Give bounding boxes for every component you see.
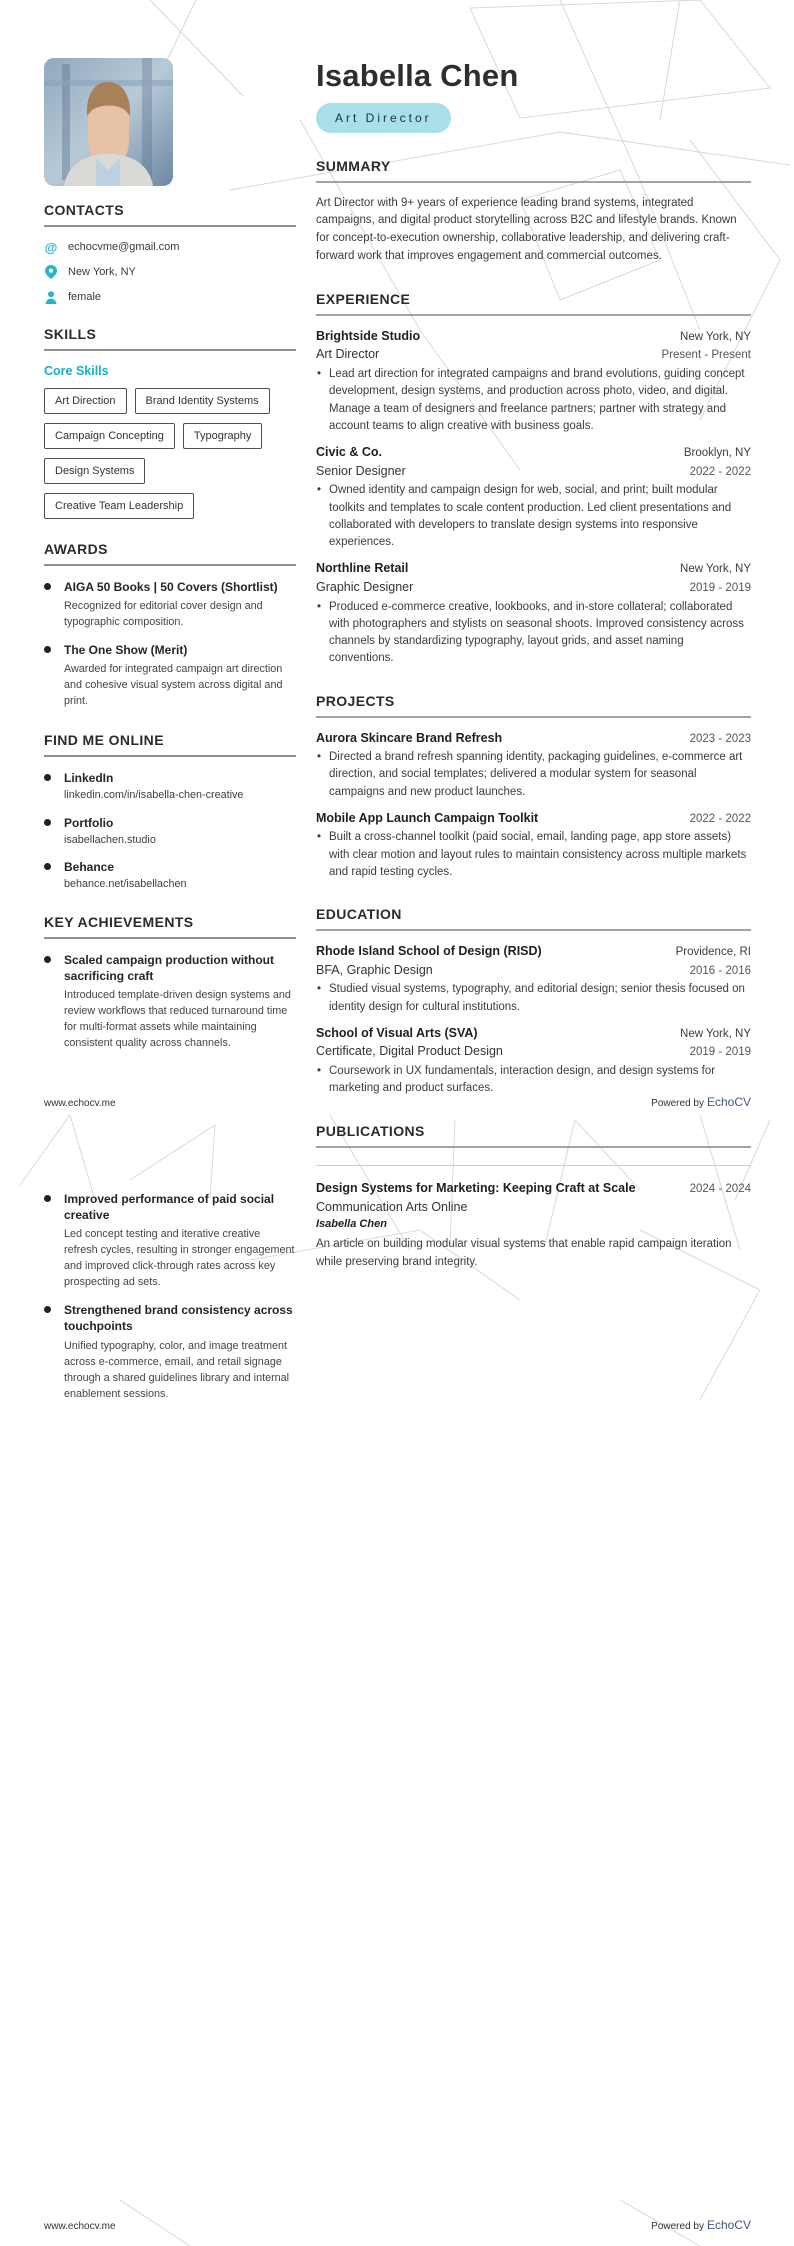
- degree: Certificate, Digital Product Design: [316, 1044, 503, 1059]
- key-achievements-heading: KEY ACHIEVEMENTS: [44, 914, 296, 939]
- profile-url-portfolio[interactable]: isabellachen.studio: [64, 833, 156, 846]
- bullet-dot: [44, 863, 51, 870]
- skill-chip: Art Direction: [44, 388, 127, 414]
- bullet-dot: [44, 583, 51, 590]
- job-role: Art Director: [316, 347, 380, 362]
- contact-location: [44, 265, 296, 279]
- skill-chip: Design Systems: [44, 458, 145, 484]
- gender-icon: [44, 290, 58, 304]
- online-profile-item: [44, 859, 296, 892]
- brand-echocv[interactable]: EchoCV: [706, 1095, 751, 1109]
- project-entry: [316, 810, 751, 881]
- bullet-dot: [44, 1195, 51, 1202]
- main-column-continued: [316, 1165, 751, 1414]
- profile-url-behance[interactable]: behance.net/isabellachen: [64, 878, 187, 890]
- summary-text: Art Director with 9+ years of experience leading brand systems, integrated campaigns, and digital product storytelling across B2C and lifestyle brands. Known for concept-to-execution ownership, collaborative leadership, and delivering craft-forward work that improves engagement and commercial outcomes.: [316, 196, 737, 263]
- experience-entry: [316, 560, 751, 667]
- skill-chips: [44, 388, 296, 519]
- powered-by: [651, 1095, 751, 1109]
- project-title: Mobile App Launch Campaign Toolkit: [316, 810, 539, 825]
- powered-by-text: Powered by: [651, 2221, 704, 2232]
- projects-heading: PROJECTS: [316, 693, 751, 718]
- job-dates: 2019 - 2019: [689, 581, 751, 594]
- experience-bullet: • Produced e-commerce creative, lookbooks, and in-store collateral; collaborated with photographers and stylists on seasonal shoots. Improved consistency across channels by standardizing typography, layout grids, and asset naming conventions.: [316, 599, 751, 668]
- location-icon: [44, 265, 58, 279]
- award-title: AIGA 50 Books | 50 Covers (Shortlist): [64, 580, 278, 594]
- contact-gender-text: female: [68, 291, 102, 303]
- education-dates: 2016 - 2016: [689, 964, 751, 977]
- job-role: Graphic Designer: [316, 579, 414, 594]
- awards-heading: AWARDS: [44, 541, 296, 566]
- summary-section: [316, 158, 751, 266]
- profile-url-linkedin[interactable]: linkedin.com/in/isabella-chen-creative: [64, 789, 244, 802]
- publication-description: An article on building modular visual systems that enable rapid campaign iteration while preserving brand integrity.: [316, 1237, 732, 1268]
- education-bullet: • Coursework in UX fundamentals, interaction design, and design systems for marketing and product surfaces.: [316, 1063, 751, 1098]
- skill-chip: Brand Identity Systems: [135, 388, 270, 414]
- section-continuation-rule: [316, 1165, 751, 1166]
- online-profile-item: [44, 770, 296, 803]
- education-bullet: • Studied visual systems, typography, and editorial design; senior thesis focused on identity design for cultural institutions.: [316, 981, 751, 1016]
- job-role: Senior Designer: [316, 463, 406, 478]
- contacts-section: [44, 202, 296, 304]
- page-footer: [44, 2218, 751, 2232]
- bullet-dot: [44, 774, 51, 781]
- skill-chip: Typography: [183, 423, 262, 449]
- publication-title: Design Systems for Marketing: Keeping Craft at Scale: [316, 1181, 636, 1195]
- achievement-description: Introduced template-driven design systems and review workflows that reduced turnaround time for multi-format assets while maintaining consistent quality across channels.: [64, 989, 291, 1050]
- award-description: Awarded for integrated campaign art direction and cohesive visual system across digital and print.: [64, 663, 283, 708]
- profile-label-linkedin: LinkedIn: [64, 771, 114, 786]
- contact-gender: [44, 290, 296, 304]
- contact-location-text: New York, NY: [68, 266, 136, 278]
- school-name: School of Visual Arts (SVA): [316, 1025, 478, 1040]
- bullet-dot: [44, 819, 51, 826]
- education-entry: [316, 943, 751, 1016]
- award-title: The One Show (Merit): [64, 643, 188, 658]
- experience-entry: [316, 444, 751, 551]
- company-name: Brightside Studio: [316, 328, 421, 343]
- company-location: New York, NY: [680, 563, 751, 576]
- achievement-description: Led concept testing and iterative creative refresh cycles, resulting in stronger engagement and improved click-through rates across key prospecting ad sets.: [64, 1228, 295, 1289]
- project-title: Aurora Skincare Brand Refresh: [316, 730, 503, 745]
- degree: BFA, Graphic Design: [316, 962, 433, 977]
- award-item: [44, 579, 296, 631]
- summary-heading: SUMMARY: [316, 158, 751, 183]
- education-section: [316, 906, 751, 1098]
- bullet-dot: [44, 1306, 51, 1313]
- company-location: Brooklyn, NY: [683, 447, 751, 460]
- powered-by: [651, 2218, 751, 2232]
- page-footer: [44, 1095, 751, 1109]
- powered-by-text: Powered by: [651, 1098, 704, 1109]
- email-icon: @: [44, 239, 58, 255]
- skills-heading: SKILLS: [44, 326, 296, 351]
- profile-photo: [44, 58, 173, 186]
- experience-bullet: • Owned identity and campaign design for web, social, and print; built modular toolkits and templates to scale content production. Led client presentations and collaborated with developers to translate design systems into responsive experiences.: [316, 482, 751, 551]
- school-name: Rhode Island School of Design (RISD): [316, 944, 542, 959]
- job-title-badge: Art Director: [316, 103, 451, 133]
- profile-label-portfolio: Portfolio: [64, 815, 114, 830]
- job-dates: Present - Present: [661, 349, 751, 362]
- achievement-title: Strengthened brand consistency across touchpoints: [64, 1303, 293, 1334]
- experience-bullet: • Lead art direction for integrated campaigns and brand evolutions, guiding concept development, design systems, and production across photo, video, and digital. Manage a team of designers and freelance partners; partner with strategy and account teams to align creative with business goals.: [316, 366, 751, 435]
- award-description: Recognized for editorial cover design and typographic composition.: [64, 600, 263, 629]
- company-name: Northline Retail: [316, 561, 409, 576]
- brand-echocv[interactable]: EchoCV: [706, 2218, 751, 2232]
- company-name: Civic & Co.: [316, 445, 382, 460]
- experience-heading: EXPERIENCE: [316, 291, 751, 316]
- skill-chip: Creative Team Leadership: [44, 493, 194, 519]
- experience-section: [316, 291, 751, 668]
- education-dates: 2019 - 2019: [689, 1046, 751, 1059]
- contact-email: [44, 240, 296, 254]
- sidebar: [44, 58, 296, 1160]
- achievement-description: Unified typography, color, and image treatment across e-commerce, email, and retail signage through a shared guidelines library and internal enablement sessions.: [64, 1339, 290, 1400]
- publication-dates: 2024 - 2024: [689, 1183, 751, 1195]
- project-bullet: • Directed a brand refresh spanning identity, packaging guidelines, e-commerce art direction, and social templates; delivered a modular system for seasonal campaigns and new product launches.: [316, 749, 751, 801]
- skills-group-label: Core Skills: [44, 364, 109, 378]
- find-me-online-section: [44, 732, 296, 892]
- key-achievements-continued: [44, 1191, 296, 1403]
- awards-section: [44, 541, 296, 710]
- publication-publisher: Communication Arts Online: [316, 1199, 468, 1214]
- bullet-dot: [44, 646, 51, 653]
- person-name: Isabella Chen: [316, 58, 519, 93]
- contacts-heading: CONTACTS: [44, 202, 296, 227]
- sidebar-continued: [44, 1165, 296, 1414]
- key-achievements-section: [44, 914, 296, 1052]
- contact-email-text: echocvme@gmail.com: [68, 241, 180, 253]
- bullet-dot: [44, 956, 51, 963]
- education-heading: EDUCATION: [316, 906, 751, 931]
- experience-entry: [316, 328, 751, 435]
- resume-page-2: [0, 1123, 794, 2246]
- school-location: Providence, RI: [675, 946, 751, 959]
- footer-site-url[interactable]: www.echocv.me: [44, 2221, 116, 2232]
- achievement-item: [44, 952, 296, 1052]
- achievement-title: Scaled campaign production without sacrificing craft: [64, 953, 275, 984]
- job-dates: 2022 - 2022: [689, 465, 751, 478]
- project-dates: 2023 - 2023: [689, 732, 751, 745]
- skills-section: [44, 326, 296, 519]
- achievement-item: [44, 1191, 296, 1291]
- project-dates: 2022 - 2022: [689, 812, 751, 825]
- skill-chip: Campaign Concepting: [44, 423, 175, 449]
- online-profile-item: [44, 815, 296, 848]
- find-me-online-heading: FIND ME ONLINE: [44, 732, 296, 757]
- award-item: [44, 642, 296, 710]
- publication-author: Isabella Chen: [316, 1218, 387, 1231]
- footer-site-url[interactable]: www.echocv.me: [44, 1098, 116, 1109]
- publication-entry: [316, 1180, 751, 1271]
- achievement-title: Improved performance of paid social creative: [64, 1192, 275, 1223]
- education-entry: [316, 1025, 751, 1098]
- profile-label-behance: Behance: [64, 859, 115, 874]
- project-entry: [316, 730, 751, 801]
- company-location: New York, NY: [680, 330, 751, 343]
- main-column: [316, 58, 751, 1160]
- project-bullet: • Built a cross-channel toolkit (paid social, email, landing page, app store assets) with clear motion and layout rules to maintain consistency across multiple markets and rapid testing cycles.: [316, 829, 751, 881]
- projects-section: [316, 693, 751, 882]
- publications-heading: PUBLICATIONS: [316, 1123, 751, 1148]
- school-location: New York, NY: [680, 1027, 751, 1040]
- achievement-item: [44, 1302, 296, 1402]
